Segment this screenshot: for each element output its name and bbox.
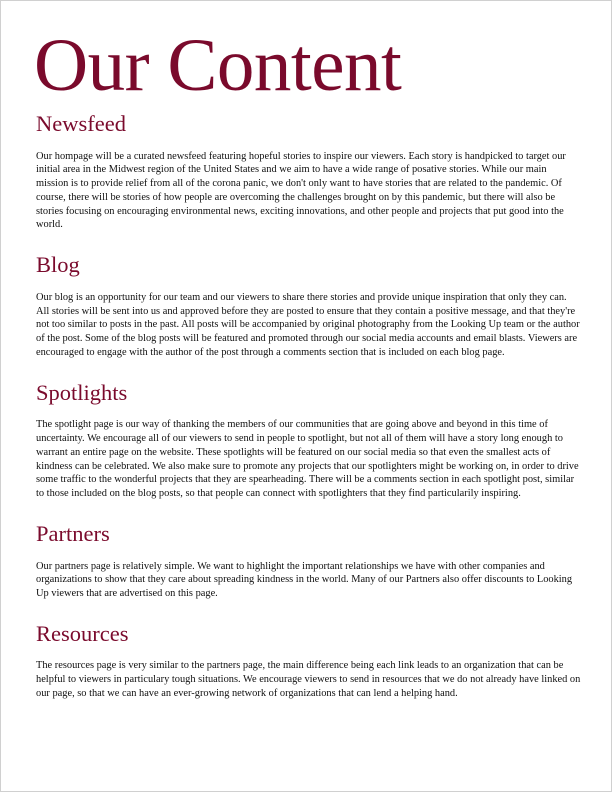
section-body-spotlights: The spotlight page is our way of thanking the members of our communities that are going above and beyond in this time of uncertainty. We encourage all of our viewers to send in people to spotlight, but not all of them will have a story long enough to warrant an entire page on the website. These spotlights will be featured on our social media so that even the smallest acts of kindness can be celebrated. We also make sure to promote any projects that our spotlighters might be working on, in order to drive some traffic to the wonderful projects that they are spearheading. There will be a comments section in each spotlight post, similar to those included on the blog posts, so that people can connect with spotlighters that they find particularily inspiring. [36,419,579,500]
section-heading-partners: Partners [36,521,110,547]
section-body-newsfeed: Our hompage will be a curated newsfeed featuring hopeful stories to inspire our viewers. Each story is handpicked to target our initial area in the Midwest region of the United States and we aim to have a wide range of posative stories. While our main mission is to provide relief from all of the corona panic, we don't only want to have stories that are related to the pandemic. Of course, there will be stories of how people are overcoming the challenges brought on by this pandemic, but there will also be stories focusing on encouraging environmental news, exciting innovations, and other people and projects that put good into the world. [36,150,566,231]
section-body-blog: Our blog is an opportunity for our team and our viewers to share there stories and provide unique inspiration that only they can. All stories will be sent into us and approved before they are posted to ensure that they contain a positive message, and that they're not too similar to posts in the past. All posts will be accompanied by original photography from the Looking Up team or the author of the post. Some of the blog posts will be featured and promoted through our social media accounts and email blasts. Viewers are encouraged to engage with the author of the post through a comments section that is included on each blog page. [36,291,580,358]
page-title: Our Content [34,24,402,107]
section-body-resources: The resources page is very similar to the partners page, the main difference being each link leads to an organization that can be helpful to viewers in particulary tough situations. We encourage viewers to send in resources that we do not already have linked on our page, so that we can have an ever-growing network of organizations that can lend a helping hand. [36,660,581,700]
section-heading-blog: Blog [36,252,80,278]
section-body-partners: Our partners page is relatively simple. We want to highlight the important relationships we have with other companies and organizations to show that they care about spreading kindness in the world. Many of our Partners also offer discounts to Looking Up viewers that are advertised on this page. [36,560,573,600]
section-blog [36,254,581,359]
section-heading-resources: Resources [36,620,129,646]
section-newsfeed [36,113,581,232]
section-spotlights [36,379,581,501]
section-partners [36,523,581,601]
section-resources [36,620,581,701]
document-content [36,0,581,701]
section-heading-newsfeed: Newsfeed [36,111,126,136]
section-heading-spotlights: Spotlights [36,379,128,405]
